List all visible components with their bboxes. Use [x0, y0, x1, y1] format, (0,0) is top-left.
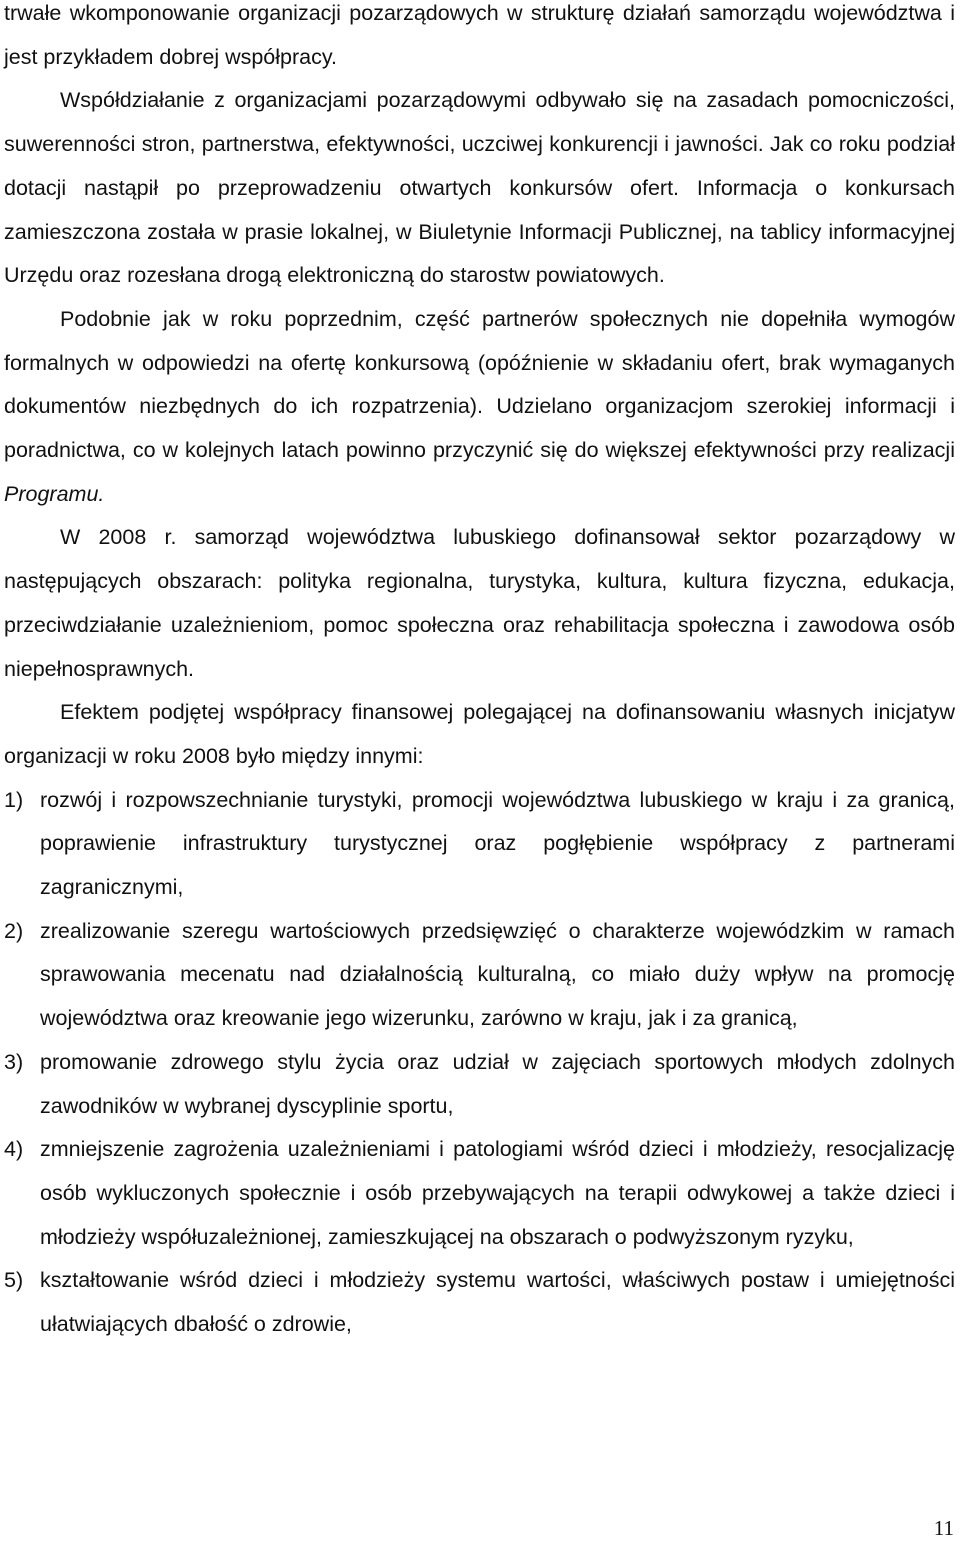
list-item — [4, 779, 955, 910]
list-item-number: 1) — [4, 787, 24, 812]
list-item-text: promowanie zdrowego stylu życia oraz udział w zajęciach sportowych młodych zdolnych zawodników w wybranej dyscyplinie sportu, — [40, 1049, 955, 1118]
paragraph-continuation: trwałe wkomponowanie organizacji pozarządowych w strukturę działań samorządu województwa i jest przykładem dobrej współpracy. — [4, 1, 955, 69]
list-item — [4, 1259, 955, 1346]
list-item-text: zrealizowanie szeregu wartościowych przedsięwzięć o charakterze wojewódzkim w ramach sprawowania mecenatu nad działalnością kulturalną, co miało duży wpływ na promocję województwa oraz kreowanie jego wizerunku, zarówno w kraju, jak i za granicą, — [40, 918, 955, 1031]
paragraph-formal-requirements — [4, 298, 955, 517]
page-number: 11 — [933, 1516, 954, 1540]
list-item — [4, 1128, 955, 1259]
effects-list — [4, 779, 955, 1347]
list-item — [4, 910, 955, 1041]
list-item-text: kształtowanie wśród dzieci i młodzieży systemu wartości, właściwych postaw i umiejętności ułatwiających dbałość o zdrowie, — [40, 1268, 955, 1337]
program-italic-word: Programu. — [4, 481, 105, 506]
list-item-text: rozwój i rozpowszechnianie turystyki, promocji województwa lubuskiego w kraju i za granicą, poprawienie infrastruktury turystycznej oraz pogłębienie współpracy z partnerami zagranicznymi, — [40, 787, 955, 900]
paragraph-formal-requirements-text: Podobnie jak w roku poprzednim, część partnerów społecznych nie dopełniła wymogów formalnych w odpowiedzi na ofertę konkursową (opóźnienie w składaniu ofert, brak wymaganych dokumentów niezbędnych do ich rozpatrzenia). Udzielano organizacjom szerokiej informacji i poradnictwa, co w kolejnych latach powinno przyczynić się do większej efektywności przy realizacji — [4, 306, 955, 463]
paragraph-cooperation-principles: Współdziałanie z organizacjami pozarządowymi odbywało się na zasadach pomocniczości, suwerenności stron, partnerstwa, efektywności, uczciwej konkurencji i jawności. Jak co roku podział dotacji nastąpił po przeprowadzeniu otwartych konkursów ofert. Informacja o konkursach zamieszczona została w prasie lokalnej, w Biuletynie Informacji Publicznej, na tablicy informacyjnej Urzędu oraz rozesłana drogą elektroniczną do starostw powiatowych. — [4, 88, 955, 288]
list-item-number: 5) — [4, 1268, 24, 1293]
list-item-text: zmniejszenie zagrożenia uzależnieniami i patologiami wśród dzieci i młodzieży, resocjalizację osób wykluczonych społecznie i osób przebywających na terapii odwykowej a także dzieci i młodzieży współuzależnionej, zamieszkującej na obszarach o podwyższonym ryzyku, — [40, 1137, 955, 1249]
list-item — [4, 1041, 955, 1128]
document-page — [4, 0, 955, 1347]
paragraph-funding-areas: W 2008 r. samorząd województwa lubuskiego dofinansował sektor pozarządowy w następujących obszarach: polityka regionalna, turystyka, kultura, kultura fizyczna, edukacja, przeciwdziałanie uzależnieniom, pomoc społeczna oraz rehabilitacja społeczna i zawodowa osób niepełnosprawnych. — [4, 525, 955, 681]
list-item-number: 2) — [4, 918, 24, 943]
paragraph-effects-intro: Efektem podjętej współpracy finansowej polegającej na dofinansowaniu własnych inicjatyw organizacji w roku 2008 było między innymi: — [4, 700, 955, 768]
list-item-number: 4) — [4, 1137, 24, 1162]
list-item-number: 3) — [4, 1049, 24, 1074]
